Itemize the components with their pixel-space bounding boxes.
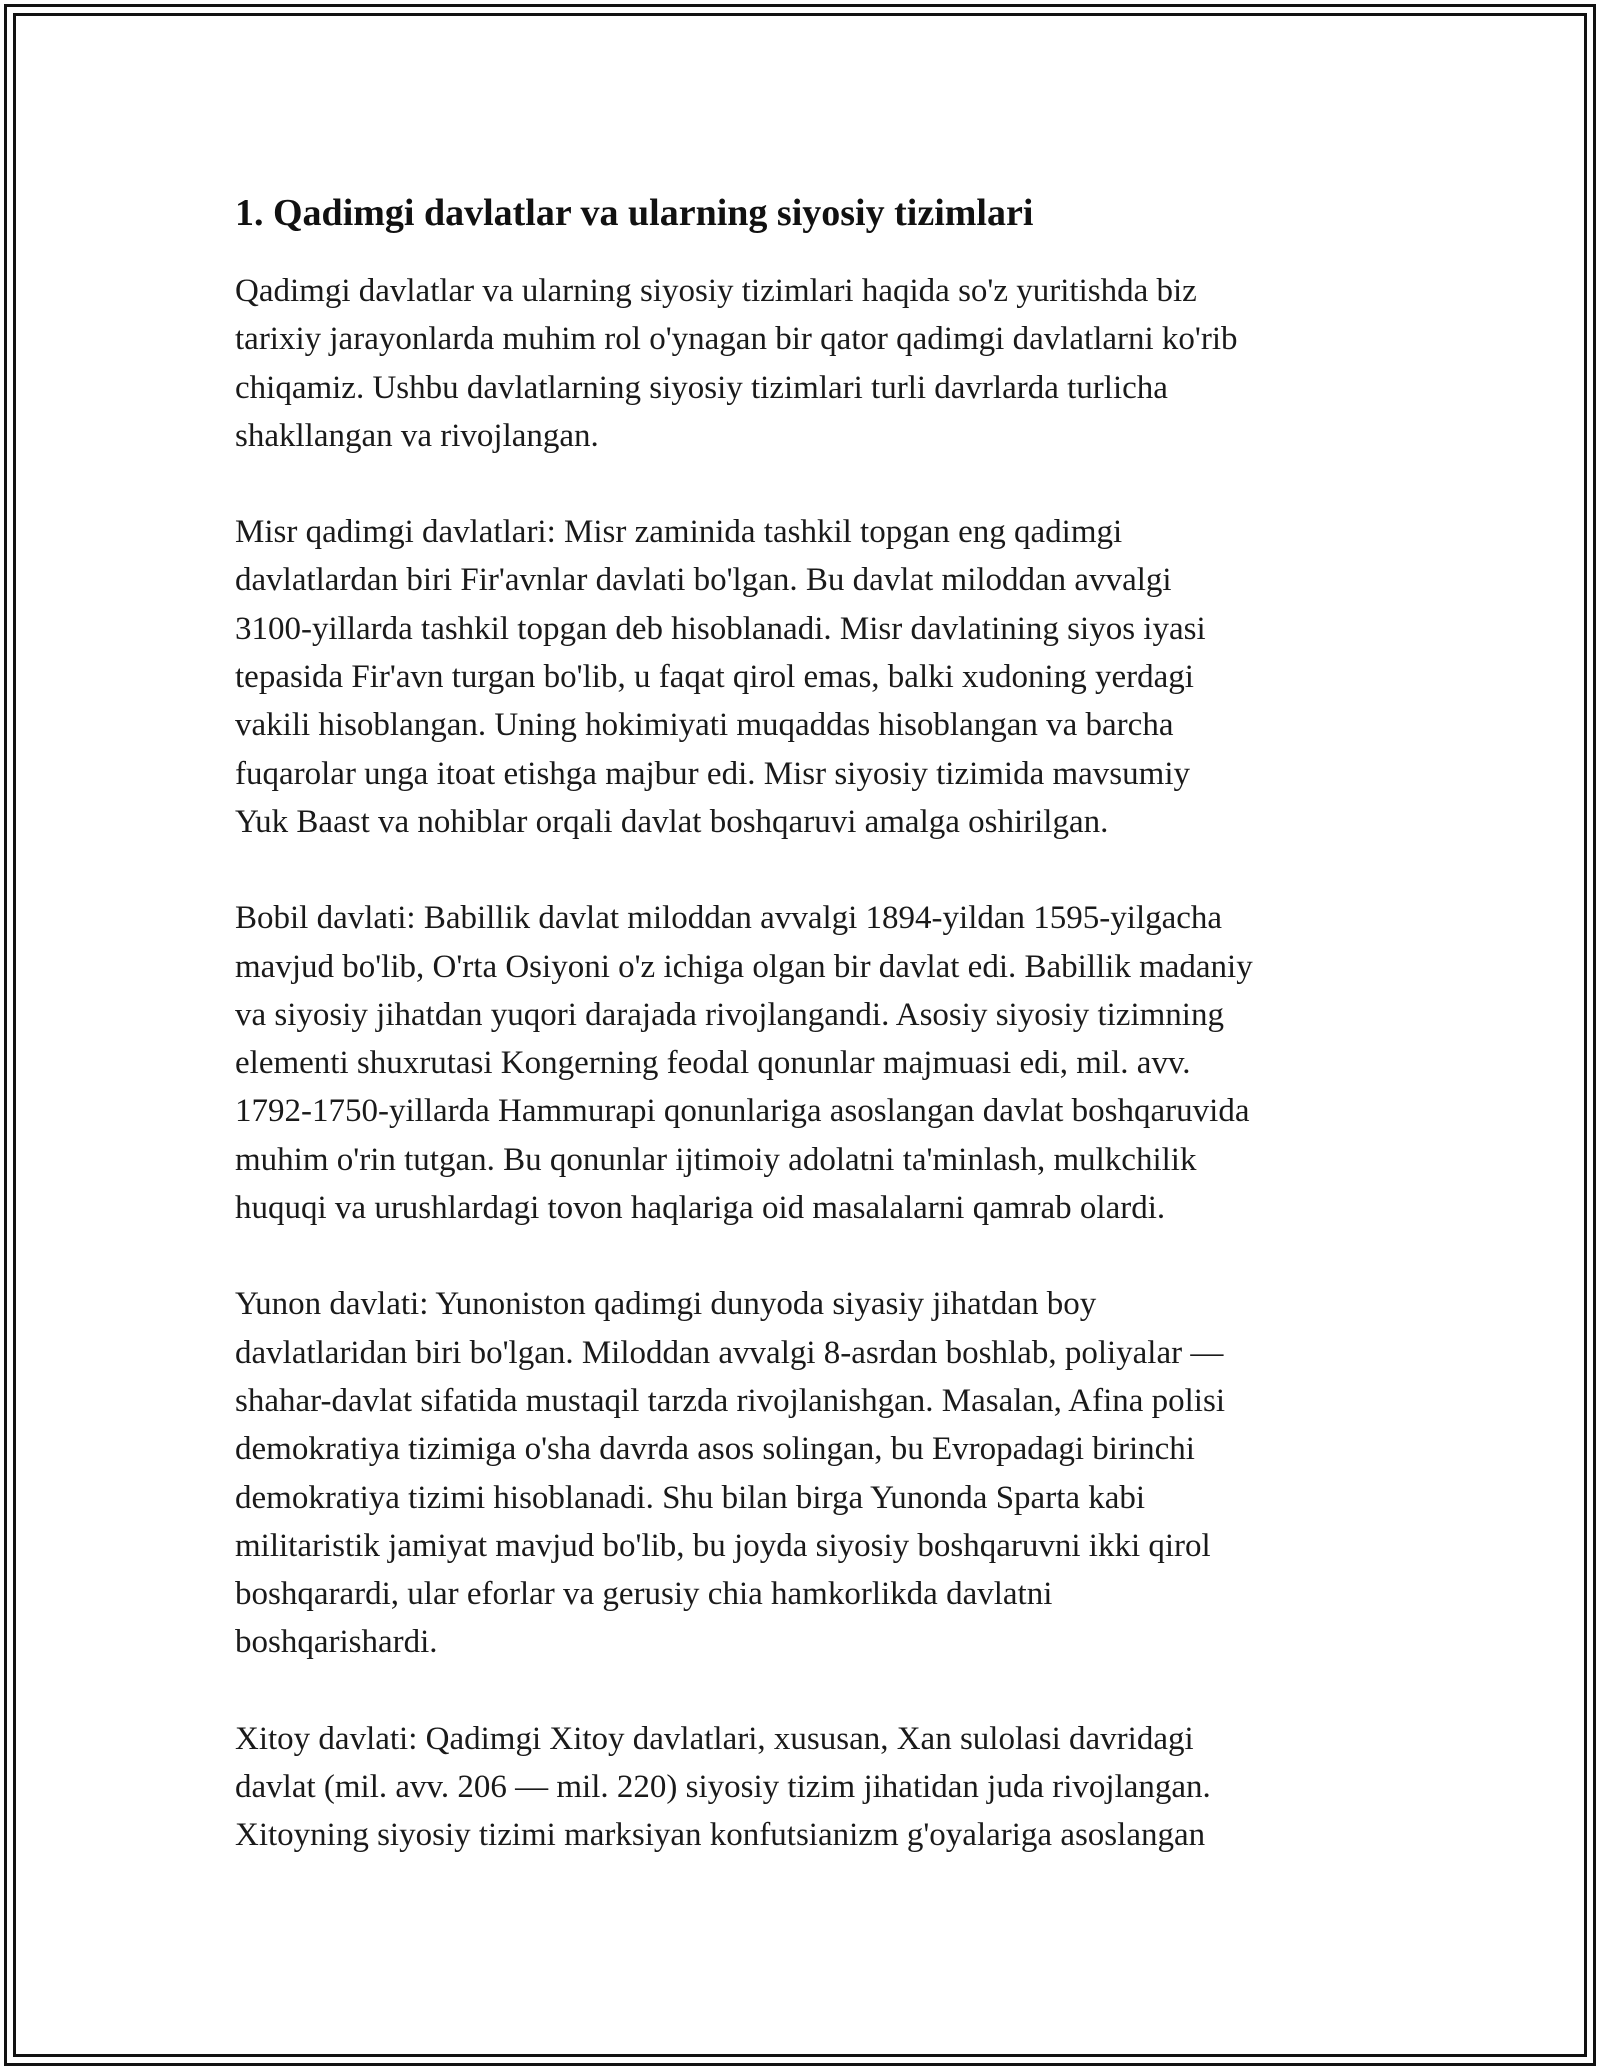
text-line: va siyosiy jihatdan yuqori darajada rivojlangandi. Asosiy siyosiy tizimning (235, 996, 1224, 1033)
text-line: demokratiya tizimi hisoblanadi. Shu bilan birga Yunonda Sparta kabi (235, 1479, 1146, 1516)
text-line: davlatlardan biri Fir'avnlar davlati bo'lgan. Bu davlat miloddan avvalgi (235, 562, 1172, 599)
text-line: davlat (mil. avv. 206 — mil. 220) siyosiy tizim jihatidan juda rivojlangan. (235, 1769, 1211, 1806)
text-line: elementi shuxrutasi Kongerning feodal qonunlar majmuasi edi, mil. avv. (235, 1045, 1191, 1082)
text-line: huquqi va urushlardagi tovon haqlariga oid masalalarni qamrab olardi. (235, 1190, 1166, 1227)
text-line: Xitoy davlati: Qadimgi Xitoy davlatlari, xususan, Xan sulolasi davridagi (235, 1720, 1194, 1757)
text-line: Bobil davlati: Babillik davlat miloddan avvalgi 1894-yildan 1595-yilgacha (235, 900, 1223, 937)
text-line: boshqarishardi. (235, 1624, 438, 1661)
text-line: 1792-1750-yillarda Hammurapi qonunlariga asoslangan davlat boshqaruvida (235, 1093, 1250, 1130)
text-line: vakili hisoblangan. Uning hokimiyati muqaddas hisoblangan va barcha (235, 707, 1174, 744)
text-line: Qadimgi davlatlar va ularning siyosiy tizimlari haqida so'z yuritishda biz (235, 273, 1197, 309)
text-line: demokratiya tizimiga o'sha davrda asos solingan, bu Evropadagi birinchi (235, 1431, 1195, 1468)
text-line: Xitoyning siyosiy tizimi marksiyan konfutsianizm g'oyalariga asoslangan (235, 1817, 1206, 1854)
text-line: tepasida Fir'avn turgan bo'lib, u faqat qirol emas, balki xudoning yerdagi (235, 659, 1194, 696)
text-line: mavjud bo'lib, O'rta Osiyoni o'z ichiga olgan bir davlat edi. Babillik madaniy (235, 948, 1253, 985)
text-line: fuqarolar unga itoat etishga majbur edi. Misr siyosiy tizimida mavsumiy (235, 755, 1190, 792)
text-line: shahar-davlat sifatida mustaqil tarzda rivojlanishgan. Masalan, Afina polisi (235, 1382, 1225, 1419)
text-line: Yunon davlati: Yunoniston qadimgi dunyoda siyasiy jihatdan boy (235, 1286, 1097, 1323)
section-title: 1. Qadimgi davlatlar va ularning siyosiy tizimlari (235, 192, 1034, 234)
text-line: chiqamiz. Ushbu davlatlarning siyosiy tizimlari turli davrlarda turlicha (235, 369, 1168, 406)
text-line: militaristik jamiyat mavjud bo'lib, bu joyda siyosiy boshqaruvni ikki qirol (235, 1527, 1211, 1564)
paragraph-egypt (235, 508, 1385, 846)
text-line: shakllangan va rivojlangan. (235, 417, 599, 454)
text-line: Yuk Baast va nohiblar orqali davlat boshqaruvi amalga oshirilgan. (235, 803, 1109, 840)
text-line: 3100-yillarda tashkil topgan deb hisoblanadi. Misr davlatining siyos iyasi (235, 610, 1206, 647)
paragraph-china (235, 1715, 1385, 1860)
paragraph-babylon (235, 894, 1385, 1232)
text-line: boshqarardi, ular eforlar va gerusiy chia hamkorlikda davlatni (235, 1576, 1053, 1613)
paragraph-intro (235, 267, 1385, 460)
text-line: davlatlaridan biri bo'lgan. Miloddan avvalgi 8-asrdan boshlab, poliyalar — (235, 1334, 1224, 1371)
text-line: tarixiy jarayonlarda muhim rol o'ynagan bir qator qadimgi davlatlarni ko'rib (235, 321, 1238, 358)
text-line: Misr qadimgi davlatlari: Misr zaminida tashkil topgan eng qadimgi (235, 514, 1123, 551)
text-line: muhim o'rin tutgan. Bu qonunlar ijtimoiy adolatni ta'minlash, mulkchilik (235, 1141, 1197, 1178)
paragraph-greece (235, 1280, 1385, 1666)
document-page (235, 185, 1385, 1908)
